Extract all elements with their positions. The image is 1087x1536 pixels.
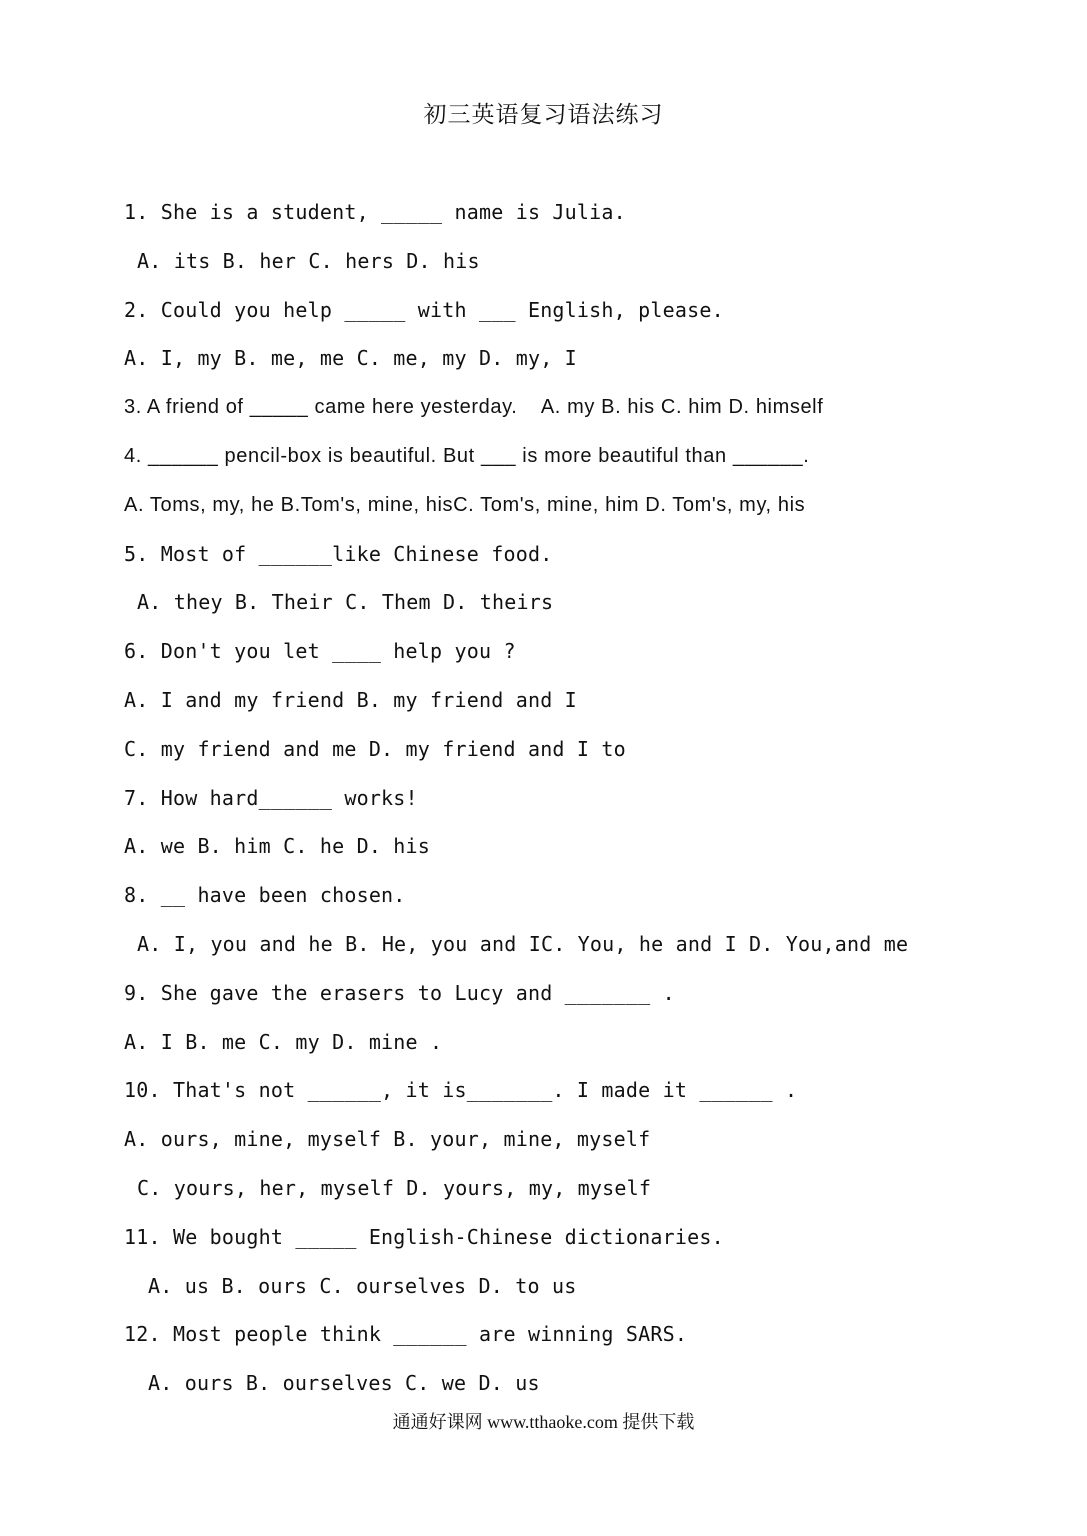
page-title: 初三英语复习语法练习: [423, 102, 664, 128]
question-2: 2. Could you help _____ with ___ English, please.: [124, 297, 724, 322]
options-6-ab: A. I and my friend B. my friend and I: [124, 687, 577, 712]
exercise-list: [124, 196, 1004, 1416]
question-10: 10. That's not ______, it is_______. I made it ______ .: [124, 1078, 798, 1103]
question-12: 12. Most people think ______ are winning SARS.: [124, 1322, 688, 1347]
options-9: A. I B. me C. my D. mine .: [124, 1029, 443, 1054]
options-8: A. I, you and he B. He, you and IC. You, he and I D. You,and me: [137, 931, 909, 956]
options-5: A. they B. Their C. Them D. theirs: [137, 590, 554, 615]
page-footer: 通通好课网 www.tthaoke.com 提供下载: [392, 1412, 695, 1432]
question-4: 4. ______ pencil-box is beautiful. But ___ is more beautiful than ______.: [124, 444, 810, 467]
options-10-cd: C. yours, her, myself D. yours, my, myself: [137, 1175, 652, 1200]
options-1: A. its B. her C. hers D. his: [137, 248, 480, 273]
options-7: A. we B. him C. he D. his: [124, 834, 431, 859]
question-3: 3. A friend of _____ came here yesterday. A. my B. his C. him D. himself: [124, 396, 824, 419]
options-2: A. I, my B. me, me C. me, my D. my, I: [124, 346, 577, 371]
question-11: 11. We bought _____ English-Chinese dictionaries.: [124, 1224, 724, 1249]
options-11: A. us B. ours C. ourselves D. to us: [148, 1273, 577, 1298]
question-9: 9. She gave the erasers to Lucy and _______ .: [124, 980, 675, 1005]
options-4: A. Toms, my, he B.Tom's, mine, hisC. Tom's, mine, him D. Tom's, my, his: [124, 493, 806, 516]
question-7: 7. How hard______ works!: [124, 785, 418, 810]
question-1: 1. She is a student, _____ name is Julia.: [124, 200, 626, 224]
question-8: 8. __ have been chosen.: [124, 883, 406, 908]
question-5: 5. Most of ______like Chinese food.: [124, 541, 553, 566]
options-6-cd: C. my friend and me D. my friend and I to: [124, 736, 626, 761]
options-12: A. ours B. ourselves C. we D. us: [148, 1371, 540, 1396]
options-10-ab: A. ours, mine, myself B. your, mine, myself: [124, 1127, 651, 1152]
question-6: 6. Don't you let ____ help you ?: [124, 639, 516, 664]
